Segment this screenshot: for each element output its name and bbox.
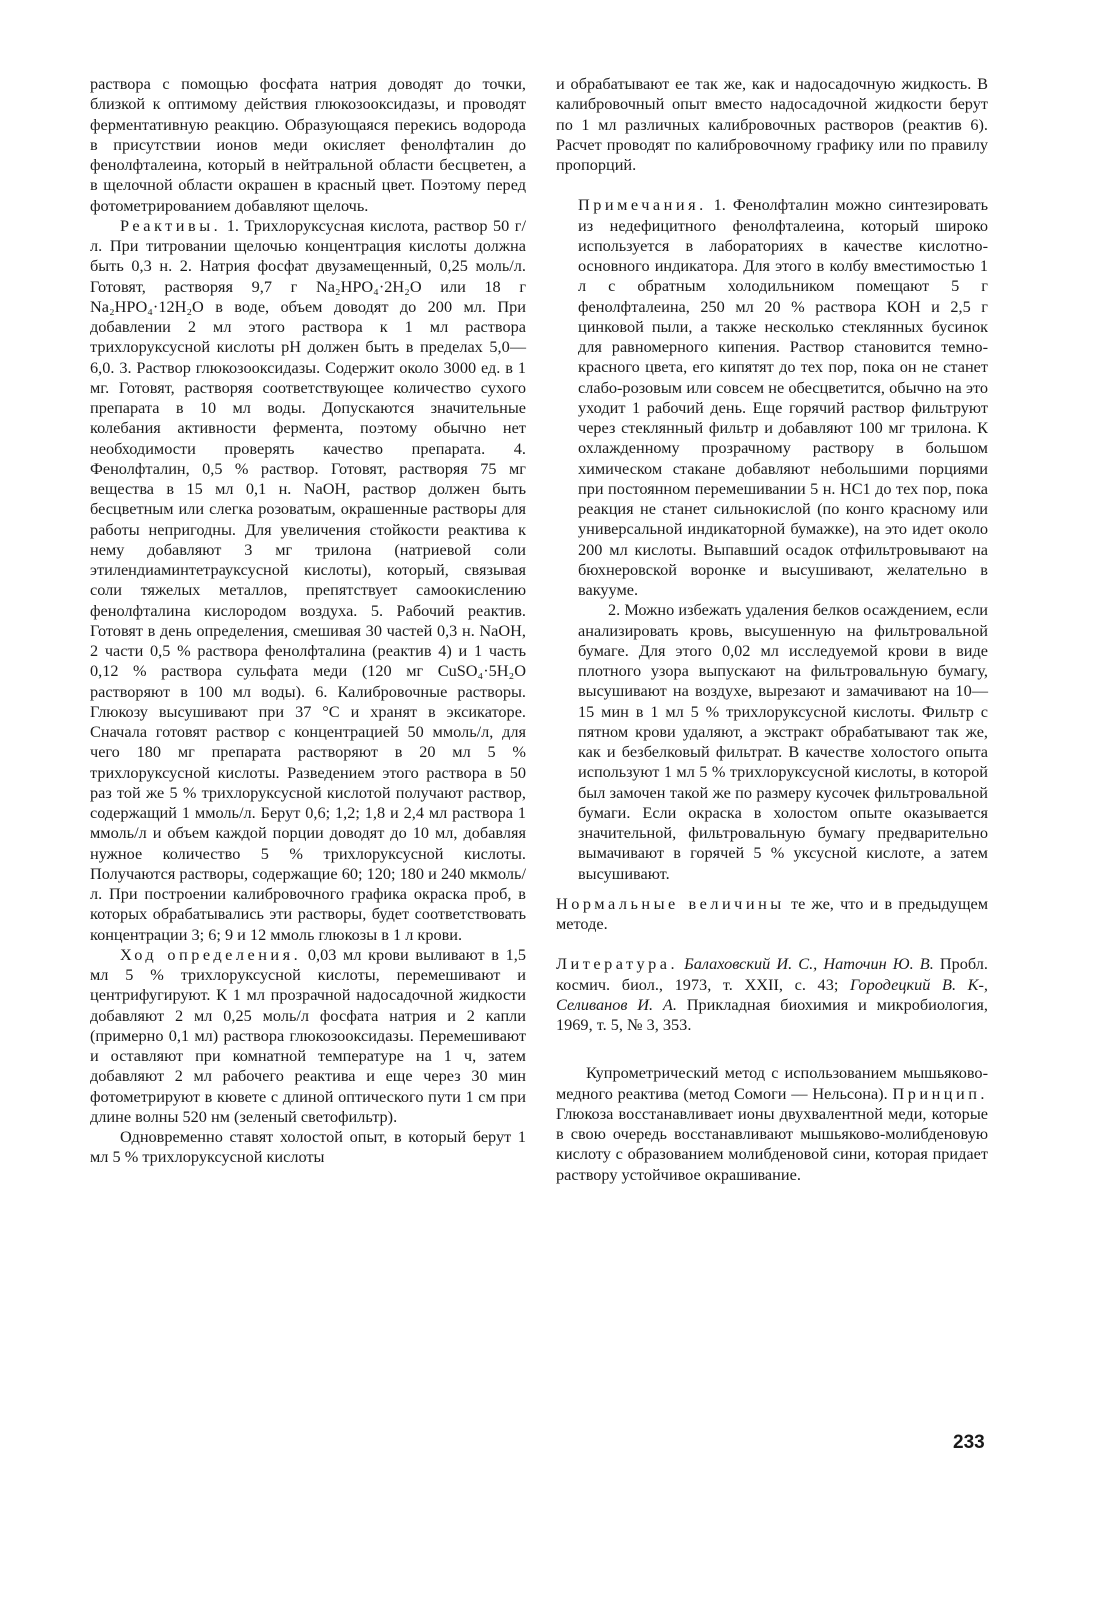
paragraph-cuprometric-method [556,1063,988,1185]
paragraph-principle-continued: раствора с помощью фосфата натрия доводят до точки, близкой к оптимому действия глюкозооксидазы, и проводят ферментативную реакцию. Образующаяся перекись водорода в присутствии ионов меди окисляет фенолфталин до фенолфталеина, который в нейтральной области бесцветен, а в щелочной области окрашен в красный цвет. Поэтому перед фотометрированием добавляют щелочь. [90,74,526,215]
procedure-heading: Ход определения. [120,944,302,964]
page-number: 233 [953,1432,985,1453]
normal-values-text: те же, что и в предыдущем методе. [556,893,989,933]
paragraph-calibration-continued: и обрабатывают ее так же, как и надосадочную жидкость. В калибровочный опыт вместо надосадочной жидкости берут по 1 мл различных калибровочных растворов (реактив 6). Расчет проводят по калибровочному графику или по правилу пропорций. [556,74,988,174]
paragraph-normal-values [556,894,988,935]
paragraph-reagents [90,216,526,945]
literature-heading: Литература. [556,954,679,974]
paragraph-literature [556,954,988,1035]
procedure-text: 0,03 мл крови выливают в 1,5 мл 5 % трихлоруксусной кислоты, перемешивают и центрифугируют. К 1 мл прозрачной надосадочной жидкости добавляют 2 мл 0,25 моль/л фосфата натрия и 2 капли (примерно 0,1 мл) раствора глюкозооксидазы. Перемешивают и оставляют при комнатной температуре на 1 ч, затем добавляют 2 мл рабочего реактива и еще через 30 мин фотометрируют в кювете с длиной оптического пути 1 см при длине волны 520 нм (зеленый светофильтр). [90,944,526,1126]
right-column [556,74,988,1185]
notes-block [556,195,988,884]
note-1-text: 1. Фенолфталин можно синтезировать из недефицитного фенолфталеина, который широко используется в лабораториях в качестве кислотно-основного индикатора. Для этого в колбу вместимостью 1 л с обратным холодильником помещают 5 г фенолфталеина, 250 мл 20 % раствора КОН и 2,5 г цинковой пыли, а также несколько стеклянных бусинок для равномерного кипения. Раствор становится темно-красного цвета, его кипятят до тех пор, пока он не станет слабо-розовым или совсем не обесцветится, обычно на это уходит 1 рабочий день. Еще горячий раствор фильтруют через стеклянный фильтр и добавляют 100 мг трилона. К охлажденному прозрачному раствору в большом химическом стакане добавляют небольшими порциями при постоянном перемешивании 5 н. НС1 до тех пор, пока реакция не станет сильнокислой (по конго красному или универсальной индикаторной бумажке), на это идет около 200 мл кислоты. Выпавший осадок отфильтровывают на бюхнеровской воронке и высушивают, желательно в вакууме. [578,195,988,599]
paragraph-procedure [90,945,526,1127]
left-column [90,74,526,1168]
cuprometric-text: Купрометрический метод с использованием мышьяково-медного реактива (метод Сомоги — Нельсона). [556,1063,988,1103]
notes-heading: Примечания. [578,195,707,215]
principle-heading: Принцип. [892,1083,988,1103]
paragraph-note-2: 2. Можно избежать удаления белков осаждением, если анализировать кровь, высушенную на фильтровальной бумаге. Для этого 0,02 мл исследуемой крови в виде плотного узора выпускают на фильтровальную бумагу, высушивают на воздухе, вырезают и замачивают на 10—15 мин в 1 мл 5 % трихлоруксусной кислоты. Фильтр с пятном крови удаляют, а экстракт обрабатывают так же, как и безбелковый фильтрат. В качестве холостого опыта используют 1 мл 5 % трихлоруксусной кислоты, в которой был замочен такой же по размеру кусочек фильтровальной бумаги. Если окраска в холостом опыте оказывается значительной, фильтровальную бумагу предварительно вымачивают в горячей 5 % уксусной кислоте, а затем высушивают. [578,600,988,883]
reagents-heading: Реактивы. [120,215,222,235]
normal-values-heading: Нормальные величины [556,893,785,913]
literature-author-1: Балаховский И. С., Наточин Ю. В. [684,954,934,974]
literature-ref-2: Прикладная биохимия и микробиология, 1969, т. 5, № 3, 353. [556,994,988,1034]
paragraph-blank-test: Одновременно ставят холостой опыт, в который берут 1 мл 5 % трихлоруксусной кислоты [90,1127,526,1167]
reagents-text: 1. Трихлоруксусная кислота, раствор 50 г/л. При титровании щелочью концентрация кислоты должна быть 0,3 н. 2. Натрия фосфат двузамещенный, 0,25 моль/л. Готовят, растворяя 9,7 г Na₂HPO₄·2H₂O или 18 г Na₂HPO₄·12H₂O в воде, объем доводят до 200 мл. При добавлении 2 мл этого раствора к 1 мл раствора трихлоруксусной кислоты рН должен быть в пределах 5,0—6,0. 3. Раствор глюкозооксидазы. Содержит около 3000 ед. в 1 мг. Готовят, растворяя соответствующее количество сухого препарата в 10 мл воды. Допускаются значительные колебания активности фермента, поэтому обычно нет необходимости проверять качество препарата. 4. Фенолфталин, 0,5 % раствор. Готовят, растворяя 75 мг вещества в 15 мл 0,1 н. NaOH, раствор должен быть бесцветным или слегка розоватым, окрашенные растворы для работы непригодны. Для увеличения стойкости реактива к нему добавляют 3 мг трилона (натриевой соли этилендиаминтетрауксусной кислоты), который, связывая соли тяжелых металлов, препятствует самоокислению фенолфталина кислородом воздуха. 5. Рабочий реактив. Готовят в день определения, смешивая 30 частей 0,3 н. NaOH, 2 части 0,5 % раствора фенолфталина (реактив 4) и 1 часть 0,12 % раствора сульфата меди (120 мг CuSO₄·5H₂O растворяют в 100 мл воды). 6. Калибровочные растворы. Глюкозу высушивают при 37 °С и хранят в эксикаторе. Сначала готовят раствор с концентрацией 50 ммоль/л, для чего 180 мг препарата растворяют в 20 мл 5 % трихлоруксусной кислоты. Разведением этого раствора в 50 раз той же 5 % трихлоруксусной кислотой получают раствор, содержащий 1 ммоль/л. Берут 0,6; 1,2; 1,8 и 2,4 мл раствора 1 ммоль/л и объем каждой порции доводят до 10 мл, добавляя нужное количество 5 % трихлоруксусной кислоты. Получаются растворы, содержащие 60; 120; 180 и 240 мкмоль/л. При построении калибровочного графика окраска проб, в которых обрабатывались эти растворы, будет соответствовать концентрации 3; 6; 9 и 12 ммоль глюкозы в 1 л крови. [90,215,526,944]
literature-author-2: Городецкий В. К-, Селиванов И. А. [556,974,988,1014]
paragraph-note-1 [578,195,988,600]
principle-text: Глюкоза восстанавливает ионы двухвалентной меди, которые в свою очередь восстанавливают мышьяково-молибденовую кислоту с образованием молибденовой сини, которая придает раствору устойчивое окрашивание. [556,1103,988,1184]
literature-ref-1: Пробл. космич. биол., 1973, т. XXII, с. 43; [556,954,988,994]
